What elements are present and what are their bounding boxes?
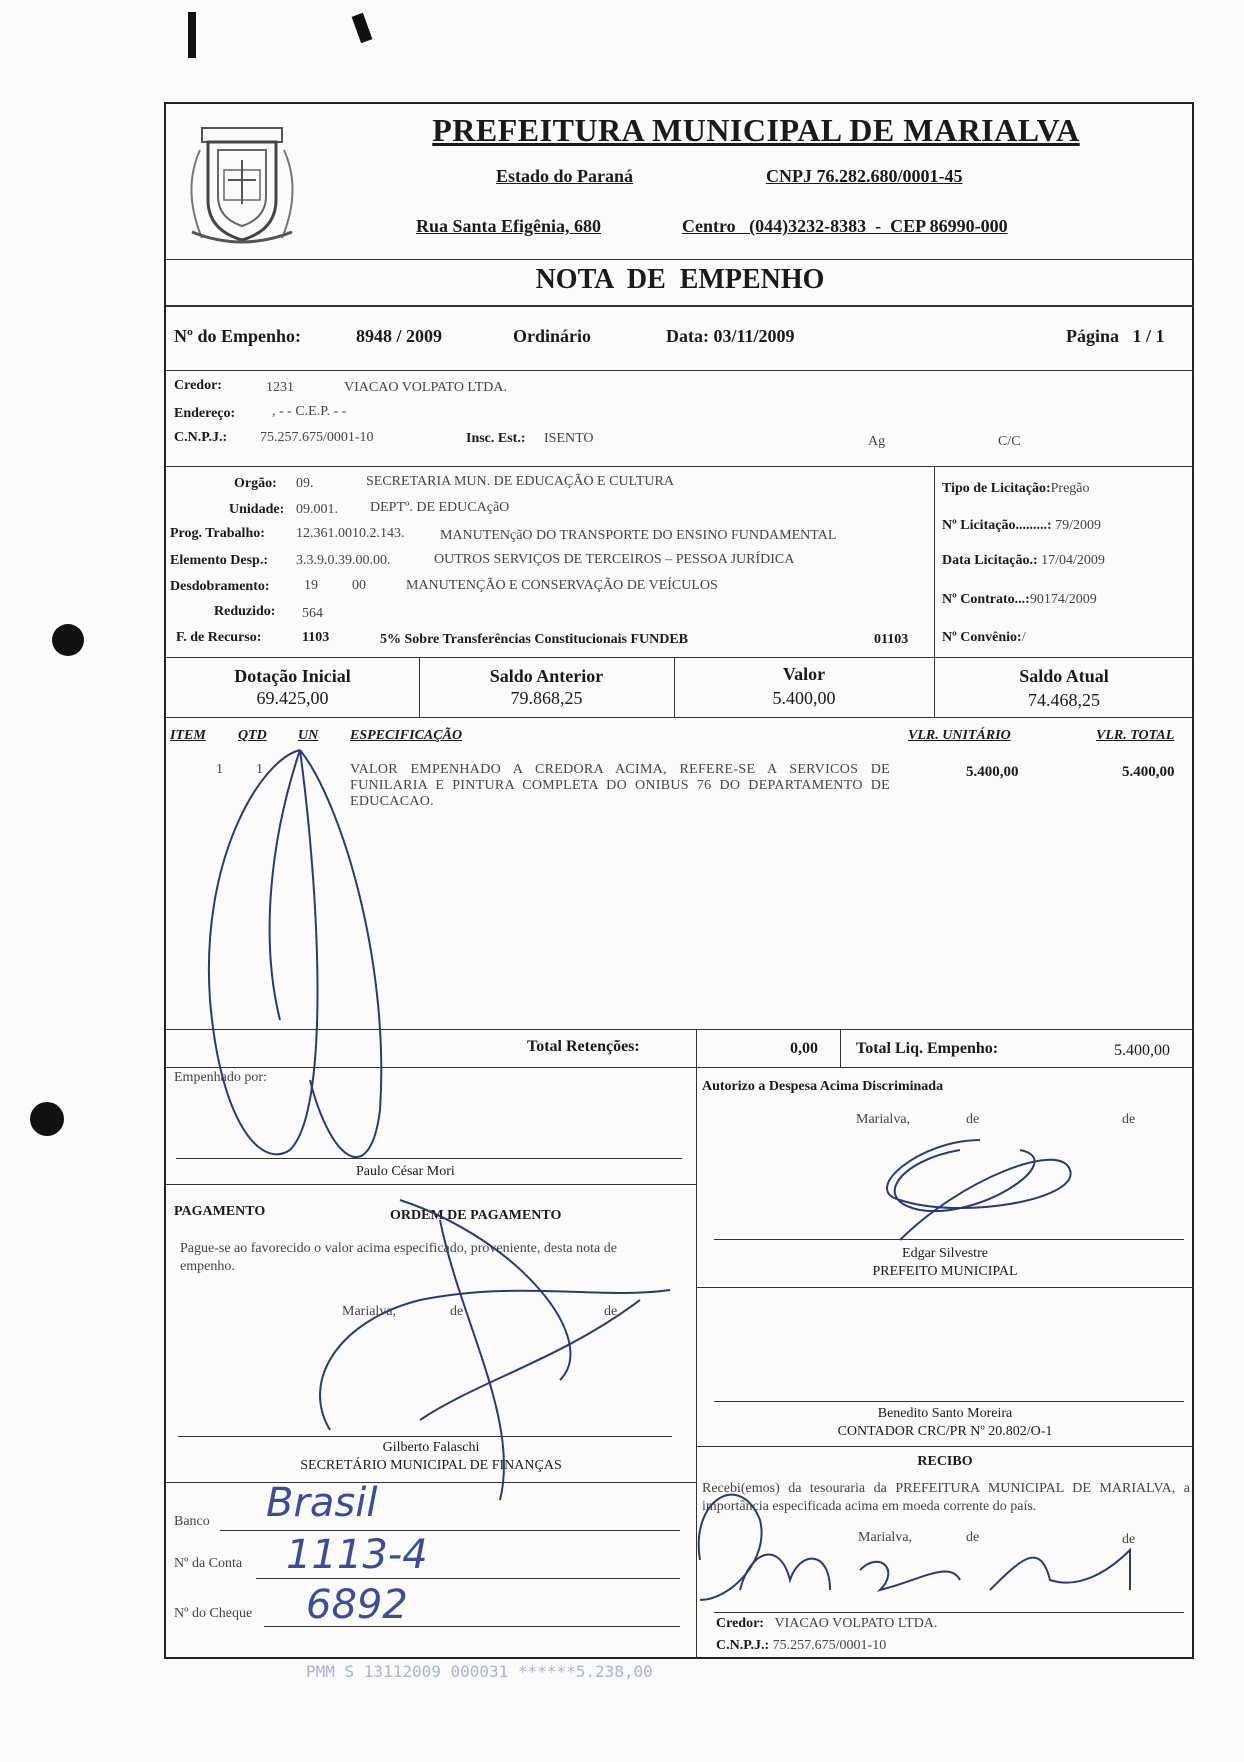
empenho-form — [164, 102, 1194, 1659]
divider — [166, 305, 1194, 307]
balance-value: 5.400,00 — [772, 688, 836, 708]
elemento-label: Elemento Desp.: — [170, 553, 268, 568]
credor-name: VIACAO VOLPATO LTDA. — [344, 380, 507, 395]
insc-value: ISENTO — [544, 431, 594, 446]
total-retencoes-value: 0,00 — [790, 1040, 818, 1057]
recibo-credor: Credor: VIACAO VOLPATO LTDA. — [716, 1616, 938, 1631]
autorizo-de2: de — [1122, 1112, 1136, 1127]
empenho-number: 8948 / 2009 — [356, 326, 443, 346]
elemento-value: OUTROS SERVIÇOS DE TERCEIROS – PESSOA JURÍDICA — [434, 552, 795, 567]
divider — [696, 1029, 697, 1067]
credor-code: 1231 — [266, 380, 294, 395]
coat-of-arms-icon — [172, 110, 312, 254]
reduzido-value: 564 — [302, 606, 323, 621]
underline — [220, 1530, 680, 1531]
col-spec: ESPECIFICAÇÃO — [350, 728, 463, 743]
conta-label: Nº da Conta — [174, 1556, 243, 1571]
recibo-de1: de — [966, 1530, 980, 1545]
recibo-de2: de — [1122, 1532, 1136, 1547]
signature-line — [714, 1239, 1184, 1240]
contador-name: Benedito Santo Moreira — [877, 1406, 1013, 1421]
orgao-label: Orgão: — [234, 476, 277, 491]
recurso-code: 1103 — [302, 630, 330, 645]
balance-label: Saldo Atual — [1019, 666, 1109, 686]
cnpj-credor-label: C.N.P.J.: — [174, 430, 228, 445]
balance-label: Dotação Inicial — [234, 666, 351, 686]
pagamento-de1: de — [450, 1304, 464, 1319]
col-item: ITEM — [170, 728, 206, 743]
orgao-value: SECRETARIA MUN. DE EDUCAÇÃO E CULTURA — [366, 474, 674, 489]
cnpj-label: CNPJ 76.282.680/0001-45 — [766, 166, 963, 186]
empenhado-name: Paulo César Mori — [356, 1164, 455, 1179]
recibo-city: Marialva, — [858, 1530, 913, 1545]
divider — [696, 1287, 1194, 1288]
balance-label: Saldo Anterior — [489, 666, 604, 686]
insc-label: Insc. Est.: — [466, 431, 526, 446]
ordem-pagamento-title: ORDEM DE PAGAMENTO — [390, 1208, 562, 1223]
balance-value: 69.425,00 — [256, 688, 329, 708]
divider — [166, 1184, 696, 1185]
divider — [166, 466, 1194, 467]
autorizo-name: Edgar Silvestre — [902, 1246, 988, 1261]
address-label: Rua Santa Efigênia, 680 — [416, 216, 602, 236]
desdobramento-label: Desdobramento: — [170, 579, 270, 594]
prog-value: MANUTENçãO DO TRANSPORTE DO ENSINO FUNDAMENTAL — [440, 528, 837, 543]
scan-mark — [188, 12, 196, 58]
divider — [934, 466, 935, 657]
punch-hole — [52, 624, 84, 656]
signature-line — [714, 1612, 1184, 1613]
cheque-value: 6892 — [306, 1582, 408, 1628]
bank-stamp: PMM S 13112009 000031 ******5.238,00 — [306, 1662, 653, 1681]
divider — [166, 370, 1194, 371]
endereco-label: Endereço: — [174, 406, 236, 421]
recibo-cnpj: C.N.P.J.: 75.257.675/0001-10 — [716, 1638, 887, 1653]
pagamento-role: SECRETÁRIO MUNICIPAL DE FINANÇAS — [300, 1458, 562, 1473]
contrato-label: Nº Contrato...:90174/2009 — [942, 592, 1097, 607]
orgao-code: 09. — [296, 476, 314, 491]
empenho-date: Data: 03/11/2009 — [666, 326, 795, 346]
autorizo-de1: de — [966, 1112, 980, 1127]
autorizo-title: Autorizo a Despesa Acima Discriminada — [702, 1079, 944, 1094]
empenho-number-label: Nº do Empenho: — [174, 326, 301, 346]
autorizo-city: Marialva, — [856, 1112, 911, 1127]
convenio-label: Nº Convênio:/ — [942, 630, 1026, 645]
scan-mark — [352, 13, 373, 43]
divider — [696, 1446, 1194, 1447]
prog-label: Prog. Trabalho: — [170, 526, 265, 541]
recibo-title: RECIBO — [917, 1454, 973, 1469]
pagamento-de2: de — [604, 1304, 618, 1319]
col-qtd: QTD — [238, 728, 267, 743]
col-unit: VLR. UNITÁRIO — [908, 728, 1011, 743]
desdobramento-value: MANUTENÇÃO E CONSERVAÇÃO DE VEÍCULOS — [406, 578, 718, 593]
desdobramento-b: 00 — [352, 578, 366, 593]
total-retencoes-label: Total Retenções: — [527, 1038, 640, 1055]
item-number: 1 — [216, 762, 223, 777]
divider — [166, 259, 1194, 260]
empenhado-label: Empenhado por: — [174, 1070, 267, 1085]
recurso-label: F. de Recurso: — [176, 630, 262, 645]
unidade-label: Unidade: — [229, 502, 285, 517]
item-total-value: 5.400,00 — [1122, 764, 1175, 780]
credor-label: Credor: — [174, 378, 222, 393]
signature-line — [178, 1436, 672, 1437]
punch-hole — [30, 1102, 64, 1136]
banco-value: Brasil — [266, 1480, 378, 1526]
divider — [166, 717, 1194, 718]
pagamento-label: PAGAMENTO — [174, 1204, 266, 1219]
divider — [166, 657, 1194, 658]
ag-label: Ag — [868, 434, 886, 449]
pagamento-city: Marialva, — [342, 1304, 397, 1319]
reduzido-label: Reduzido: — [214, 604, 276, 619]
prog-code: 12.361.0010.2.143. — [296, 526, 405, 541]
balance-label: Valor — [782, 664, 826, 684]
cnpj-credor-value: 75.257.675/0001-10 — [260, 430, 374, 445]
state-label: Estado do Paraná — [496, 166, 634, 186]
conta-value: 1113-4 — [286, 1532, 428, 1578]
pagamento-text: Pague-se ao favorecido o valor acima especificado, proveniente, desta nota de empenho. — [180, 1241, 617, 1274]
elemento-code: 3.3.9.0.39.00.00. — [296, 553, 391, 568]
total-liq-label: Total Liq. Empenho: — [856, 1040, 999, 1057]
banco-label: Banco — [174, 1514, 210, 1529]
divider — [166, 1067, 1194, 1068]
document-title: NOTA DE EMPENHO — [535, 264, 825, 295]
contador-role: CONTADOR CRC/PR Nº 20.802/O-1 — [837, 1424, 1053, 1439]
divider — [166, 1029, 1194, 1030]
endereco-value: , - - C.E.P. - - — [272, 404, 347, 419]
col-un: UN — [298, 728, 319, 743]
recibo-text: Recebi(emos) da tesouraria da PREFEITURA MUNICIPAL DE MARIALVA, a importância especificada acima em moeda corrente do país. — [702, 1481, 1190, 1514]
underline — [256, 1578, 680, 1579]
data-licitacao-label: Data Licitação.: 17/04/2009 — [942, 553, 1105, 568]
district-phone-label: Centro (044)3232-8383 - CEP 86990-000 — [682, 216, 1008, 236]
item-spec: VALOR EMPENHADO A CREDORA ACIMA, REFERE-SE A SERVICOS DE FUNILARIA E PINTURA COMPLETA DO ONIBUS 76 DO DEPARTAMENTO DE EDUCACAO. — [350, 762, 890, 809]
unidade-code: 09.001. — [296, 502, 338, 517]
municipality-title: PREFEITURA MUNICIPAL DE MARIALVA — [432, 112, 1080, 148]
unidade-value: DEPTº. DE EDUCAçãO — [370, 500, 510, 515]
tipo-licitacao-label: Tipo de Licitação:Pregão — [942, 481, 1090, 496]
item-qtd: 1 — [256, 762, 263, 777]
page-number: Página 1 / 1 — [1066, 326, 1165, 346]
autorizo-role: PREFEITO MUNICIPAL — [872, 1264, 1018, 1279]
item-unit-value: 5.400,00 — [966, 764, 1019, 780]
balance-value: 74.468,25 — [1028, 690, 1100, 710]
divider — [840, 1029, 841, 1067]
col-total: VLR. TOTAL — [1096, 728, 1175, 743]
signature-line — [176, 1158, 682, 1159]
recurso-value: 5% Sobre Transferências Constitucionais FUNDEB — [380, 632, 689, 647]
cheque-label: Nº do Cheque — [174, 1606, 253, 1621]
total-liq-value: 5.400,00 — [1114, 1042, 1170, 1059]
divider — [696, 1067, 697, 1659]
recurso-code2: 01103 — [874, 632, 909, 647]
pagamento-name: Gilberto Falaschi — [382, 1440, 480, 1455]
balance-value: 79.868,25 — [510, 688, 583, 708]
num-licitacao-label: Nº Licitação.........: 79/2009 — [942, 518, 1101, 533]
signature-line — [714, 1401, 1184, 1402]
cc-label: C/C — [998, 434, 1021, 449]
divider — [166, 1482, 696, 1483]
empenho-type: Ordinário — [513, 326, 592, 346]
desdobramento-a: 19 — [304, 578, 318, 593]
